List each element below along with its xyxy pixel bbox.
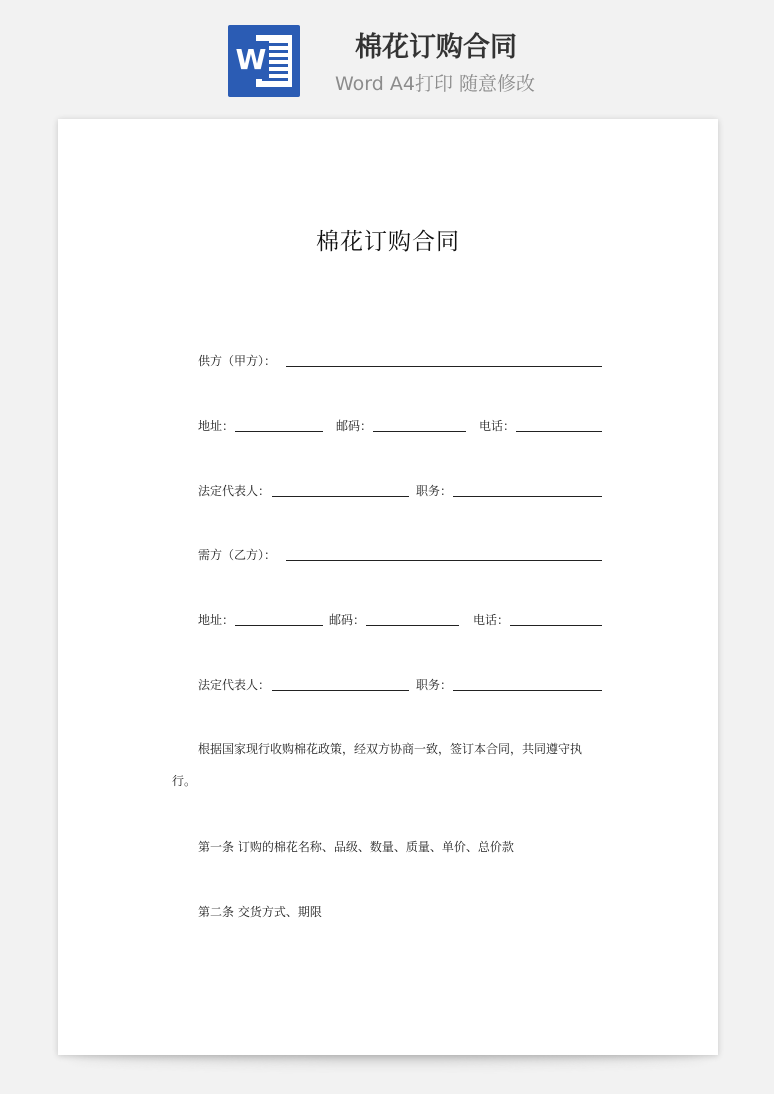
article-1: 第一条 订购的棉花名称、品级、数量、质量、单价、总价款 [198, 840, 514, 854]
address-blank [235, 431, 323, 432]
position-label: 职务： [416, 678, 453, 692]
article-2: 第二条 交货方式、期限 [198, 905, 322, 919]
supplier-rep-row [198, 479, 602, 503]
phone-label: 电话： [479, 419, 516, 433]
legal-rep-label: 法定代表人： [198, 484, 271, 498]
buyer-label: 需方（乙方）： [198, 548, 277, 562]
page-subtitle: Word A4打印 随意修改 [334, 73, 535, 95]
supplier-contact-row [198, 414, 602, 438]
supplier-row [198, 349, 602, 373]
buyer-rep-row [198, 673, 602, 697]
intro-line-2: 行。 [172, 774, 197, 788]
legal-rep-blank [272, 690, 409, 691]
phone-blank [516, 431, 602, 432]
document-title: 棉花订购合同 [316, 229, 460, 255]
word-icon-letter: W [233, 41, 269, 79]
page-title: 棉花订购合同 [355, 32, 517, 63]
address-blank [235, 625, 323, 626]
postcode-label: 邮码： [336, 419, 373, 433]
watermark [93, 459, 147, 510]
header [0, 0, 774, 110]
phone-blank [510, 625, 602, 626]
postcode-blank [366, 625, 459, 626]
address-label: 地址： [198, 419, 235, 433]
postcode-blank [373, 431, 466, 432]
buyer-contact-row [198, 608, 602, 632]
phone-label: 电话： [473, 613, 510, 627]
buyer-row [198, 543, 602, 567]
buyer-blank [286, 560, 602, 561]
legal-rep-label: 法定代表人： [198, 678, 271, 692]
position-label: 职务： [416, 484, 453, 498]
word-icon [228, 25, 300, 97]
supplier-blank [286, 366, 602, 367]
intro-line-1: 根据国家现行收购棉花政策，经双方协商一致，签订本合同，共同遵守执 [198, 742, 583, 756]
address-label: 地址： [198, 613, 235, 627]
position-blank [453, 496, 602, 497]
document-page [58, 119, 718, 1055]
supplier-label: 供方（甲方）： [198, 354, 277, 368]
legal-rep-blank [272, 496, 409, 497]
position-blank [453, 690, 602, 691]
postcode-label: 邮码： [329, 613, 366, 627]
